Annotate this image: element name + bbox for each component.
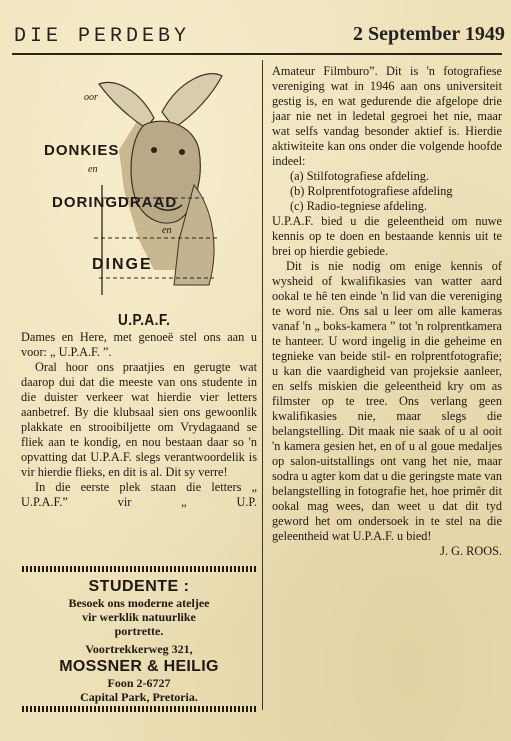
- donkey-drawing: [44, 70, 254, 310]
- advertisement: [22, 566, 256, 716]
- illustration-word-en-2: en: [162, 225, 172, 236]
- illustration-word-oor: oor: [84, 92, 98, 103]
- article-right-column: [272, 64, 502, 559]
- list-item: (c) Radio-tegniese afdeling.: [290, 199, 427, 213]
- list-item: (a) Stilfotografiese afdeling.: [290, 169, 429, 183]
- paragraph-opportunity: U.P.A.F. bied u die geleentheid om nuwe kennis op te doen en bestaande kennis uit te brei op hierdie gebiede.: [272, 214, 502, 258]
- paragraph-letters: In die eerste plek staan die letters „ U.P.A.F.” vir „ U.P.: [21, 480, 257, 509]
- author-signature: J. G. ROOS.: [440, 544, 502, 558]
- masthead-paper-name: DIE PERDEBY: [14, 25, 191, 48]
- ad-address: Voortrekkerweg 321,: [85, 642, 193, 656]
- paragraph-qualifications: Dit is nie nodig om enige kennis of wysheid of kwalifikasies van watter aard ookal te hê ten einde 'n lid van die vereniging te word nie. Ons sal u leer om alle kameras vanaf 'n „ boks-kamera ” tot 'n rolprentkamera te hanteer. U word ingelig in die geheime en tegnieke van beide stil- en rolprentfotografie; u kan die vaardigheid van projeksie aanleer, en selfs miskien die geleentheid kry om as filmster op te tree. Ons verlang geen kwalifikasies nie, maar slegs die belangstelling. Dit maak nie saak of u al ooit 'n kamera gesien het, en of u al goue medaljes op salon-uitstallings ont vang het nie, maar sodra u agter kom dat u die geringste mate van belangstelling in fotografie het, hoe primêr dit ookal mag wees, dan weet u dat dit tyd geword het om ondersoek in te stel na die geleentheid wat U.P.A.F. u bied!: [272, 259, 502, 543]
- ad-phone: Foon 2-6727: [107, 676, 171, 690]
- paragraph-intro: Dames en Here, met genoeë stel ons aan u voor: „ U.P.A.F. ”.: [21, 330, 257, 359]
- ad-line-3: portrette.: [114, 624, 164, 638]
- paragraph-filmburo: Amateur Filmburo”. Dit is 'n fotografiese vereniging wat in 1946 aan ons universiteit gestig is, en wat gedurende die afgelope drie jaar nie net in ledetal gegroei het nie, maar wat selfs vandag besonder aktief is. Hierdie aktiwiteite kan ons onder die volgende hoofde indeel:: [272, 64, 502, 168]
- column-divider: [262, 60, 263, 710]
- masthead-date: 2 September 1949: [353, 23, 505, 45]
- article-left-column: [21, 330, 257, 510]
- paragraph-rumours: Oral hoor ons praatjies en gerugte wat daarop dui dat die meeste van ons studente in die duister verkeer wat hierdie vier letters aanbetref. By die klubsaal sien ons gewoonlik plakkate en strooibiljette om Vrydagaand se fliek aan te kondig, en nou bestaan daar so 'n opvatting dat U.P.A.F. slegs verantwoordelik is vir hierdie flieks, en dit is al. Dit sy verre!: [21, 360, 257, 479]
- list-item: (b) Rolprentfotografiese afdeling: [290, 184, 453, 198]
- ad-location: Capital Park, Pretoria.: [80, 690, 198, 704]
- ad-line-1: Besoek ons moderne ateljee: [68, 596, 210, 610]
- masthead-rule: [12, 53, 502, 55]
- ad-bottom-border: [22, 706, 256, 712]
- article-heading: U.P.A.F.: [118, 312, 171, 329]
- sections-list: [272, 169, 502, 214]
- ad-top-border: [22, 566, 256, 572]
- illustration-word-donkies: DONKIES: [44, 142, 120, 159]
- ad-line-2: vir werklik natuurlike: [82, 610, 196, 624]
- ad-company: MOSSNER & HEILIG: [59, 658, 219, 675]
- ad-title: STUDENTE :: [88, 578, 190, 595]
- donkey-illustration: [44, 70, 254, 310]
- illustration-word-en-1: en: [88, 164, 98, 175]
- illustration-word-doringdraad: DORINGDRAAD: [52, 194, 178, 211]
- illustration-word-dinge: DINGE: [92, 256, 153, 273]
